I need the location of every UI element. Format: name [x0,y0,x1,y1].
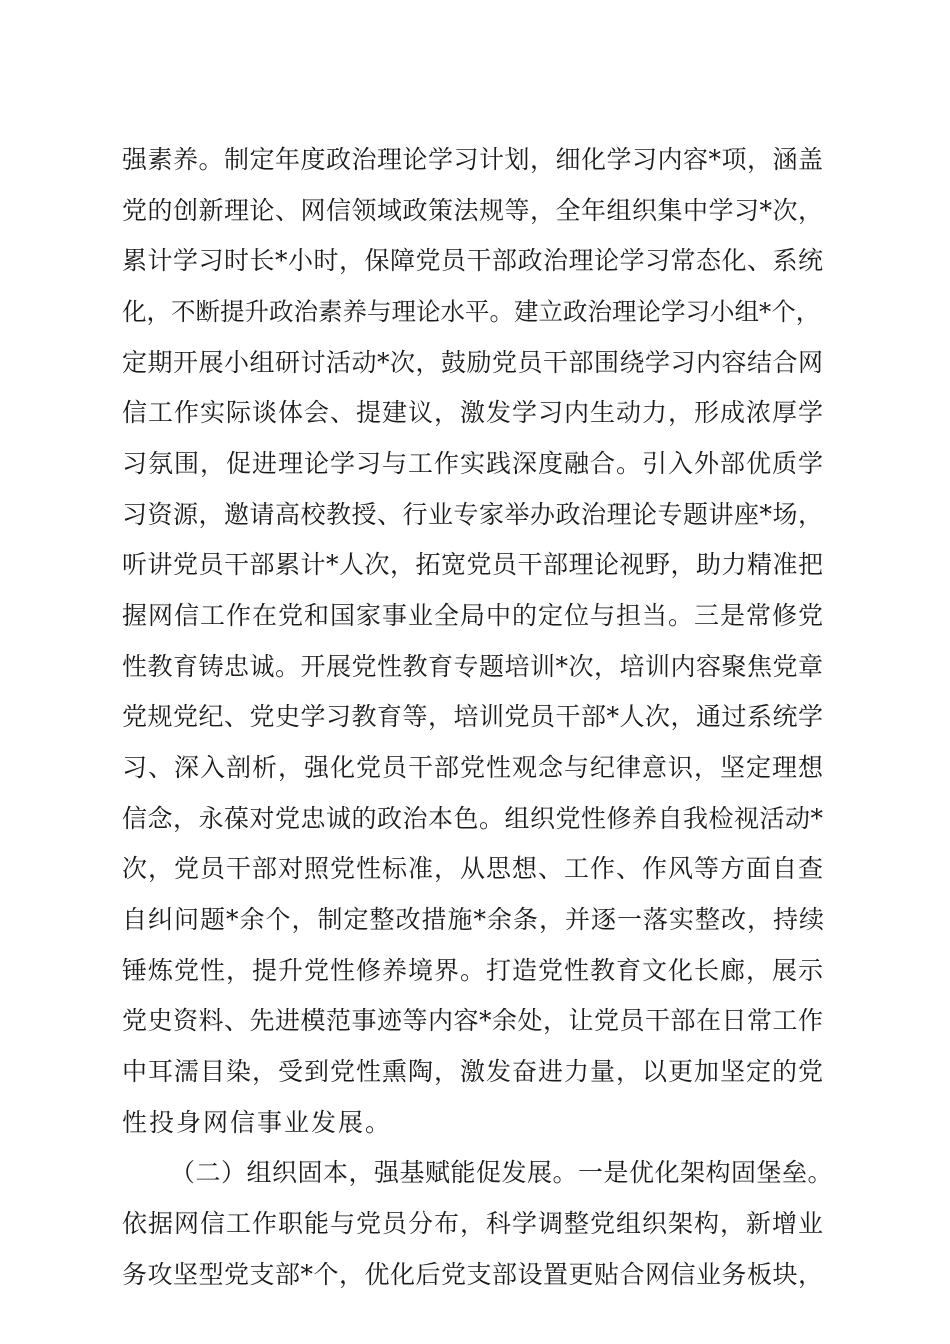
text-line: 累计学习时长*小时，保障党员干部政治理论学习常态化、系统 [122,246,824,275]
text-line: 党规党纪、党史学习教育等，培训党员干部*人次，通过系统学 [122,702,824,731]
text-line: 自纠问题*余个，制定整改措施*余条，并逐一落实整改，持续 [122,905,826,934]
text-line: 依据网信工作职能与党员分布，科学调整党组织架构，新增业 [122,1209,825,1238]
text-line: 务攻坚型党支部*个，优化后党支部设置更贴合网信业务板块， [122,1260,824,1289]
text-line: 中耳濡目染，受到党性熏陶，激发奋进力量，以更加坚定的党 [122,1057,825,1086]
text-line: 定期开展小组研讨活动*次，鼓励党员干部围绕学习内容结合网 [122,348,824,377]
text-line: 听讲党员干部累计*人次，拓宽党员干部理论视野，助力精准把 [122,550,824,579]
text-line: 习、深入剖析，强化党员干部党性观念与纪律意识，坚定理想 [122,753,825,782]
text-line: 党史资料、先进模范事迹等内容*余处，让党员干部在日常工作 [122,1006,824,1035]
text-line: 握网信工作在党和国家事业全局中的定位与担当。三是常修党 [122,601,825,630]
text-line: 信念，永葆对党忠诚的政治本色。组织党性修养自我检视活动* [122,804,824,833]
text-line: 信工作实际谈体会、提建议，激发学习内生动力，形成浓厚学 [122,398,825,427]
text-line: 性投身网信事业发展。 [122,1108,393,1137]
text-line: 次，党员干部对照党性标准，从思想、工作、作风等方面自查 [122,854,825,883]
text-line: 强素养。制定年度政治理论学习计划，细化学习内容*项，涵盖 [122,145,824,174]
text-line: 性教育铸忠诚。开展党性教育专题培训*次，培训内容聚焦党章 [122,652,824,681]
text-line: 习氛围，促进理论学习与工作实践深度融合。引入外部优质学 [122,449,825,478]
text-line: 锤炼党性，提升党性修养境界。打造党性教育文化长廊，展示 [122,956,825,985]
text-line: 化，不断提升政治素养与理论水平。建立政治理论学习小组*个， [122,297,821,326]
text-line: 习资源，邀请高校教授、行业专家举办政治理论专题讲座*场， [122,500,824,529]
text-line: 党的创新理论、网信领域政策法规等，全年组织集中学习*次， [122,196,824,225]
section-heading-line: （二）组织固本，强基赋能促发展。一是优化架构固堡垒。 [170,1158,834,1187]
